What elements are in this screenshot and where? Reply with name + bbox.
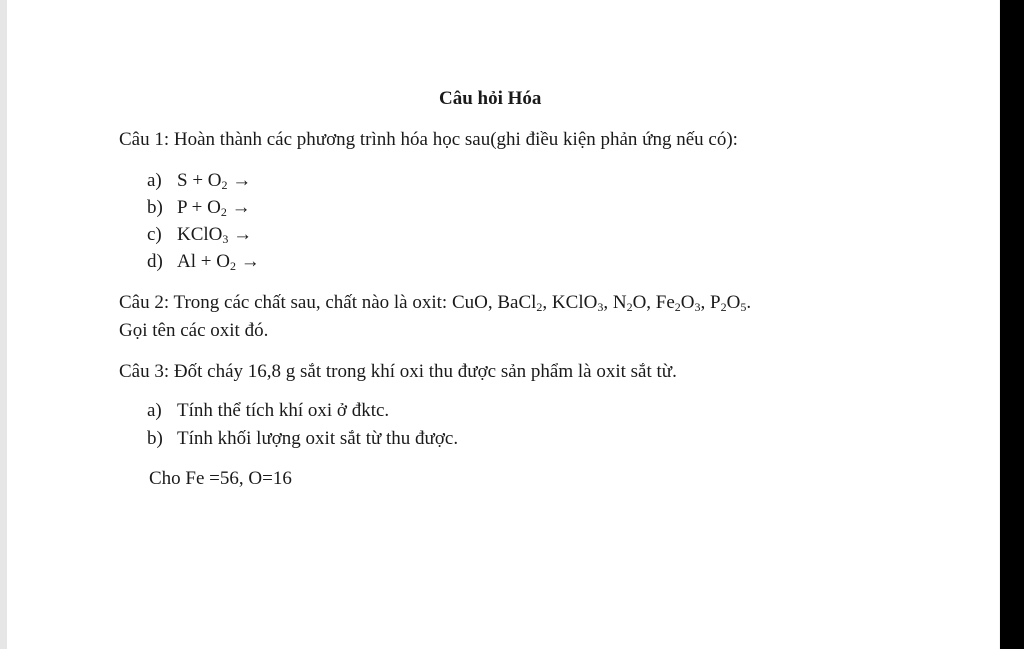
question-1-text: Câu 1: Hoàn thành các phương trình hóa học sau(ghi điều kiện phản ứng nếu có): bbox=[119, 129, 738, 150]
q1-item-b bbox=[147, 197, 251, 219]
q2-formula-part: . bbox=[746, 292, 752, 313]
q2-formula-part: , N bbox=[603, 292, 627, 313]
q2-prefix: Câu 2: Trong các chất sau, chất nào là oxit: bbox=[119, 292, 452, 313]
q1-item-d-formula: Al + O bbox=[177, 251, 230, 272]
question-2-text bbox=[119, 292, 751, 314]
q2-formula-part: O, Fe bbox=[632, 292, 675, 313]
q1-item-b-label: b) bbox=[147, 197, 163, 218]
q2-formula-part: CuO, BaCl bbox=[451, 292, 537, 313]
q1-item-c-subscript: 3 bbox=[222, 232, 229, 246]
q1-item-a bbox=[147, 170, 251, 192]
q2-subscript: 2 bbox=[720, 300, 727, 314]
q3-item-a bbox=[147, 400, 389, 422]
q1-item-b-arrow: → bbox=[226, 197, 251, 218]
q2-subscript: 2 bbox=[626, 300, 633, 314]
q1-item-b-formula: P + O bbox=[177, 197, 221, 218]
q1-item-a-arrow: → bbox=[227, 170, 252, 191]
q1-item-a-subscript: 2 bbox=[221, 178, 228, 192]
q1-item-d bbox=[147, 251, 260, 273]
document-page bbox=[7, 0, 999, 649]
q2-formula-part: O bbox=[726, 292, 741, 313]
q3-item-b-label: b) bbox=[147, 428, 163, 449]
q1-item-c bbox=[147, 224, 252, 246]
q3-item-a-label: a) bbox=[147, 400, 162, 421]
document-title: Câu hỏi Hóa bbox=[439, 88, 542, 109]
q1-item-a-label: a) bbox=[147, 170, 162, 191]
q2-subscript: 5 bbox=[740, 300, 747, 314]
q2-subscript: 2 bbox=[674, 300, 681, 314]
question-3-text: Câu 3: Đốt cháy 16,8 g sắt trong khí oxi thu được sản phẩm là oxit sắt từ. bbox=[119, 361, 677, 382]
q2-formula-part: O bbox=[680, 292, 695, 313]
q1-item-d-subscript: 2 bbox=[229, 259, 236, 273]
given-constants: Cho Fe =56, O=16 bbox=[149, 468, 292, 489]
q2-formula-part: , P bbox=[700, 292, 721, 313]
q1-item-c-label: c) bbox=[147, 224, 162, 245]
q3-item-b-text: Tính khối lượng oxit sắt từ thu được. bbox=[177, 428, 459, 449]
q2-formula-part: , KClO bbox=[542, 292, 598, 313]
q2-subscript: 3 bbox=[597, 300, 604, 314]
q2-subscript: 3 bbox=[694, 300, 701, 314]
q1-item-b-subscript: 2 bbox=[220, 205, 227, 219]
q1-item-c-formula: KClO bbox=[177, 224, 223, 245]
q1-item-d-arrow: → bbox=[235, 251, 260, 272]
q3-item-a-text: Tính thể tích khí oxi ở đktc. bbox=[177, 400, 390, 421]
question-2-line-2: Gọi tên các oxit đó. bbox=[119, 320, 269, 341]
q1-item-a-formula: S + O bbox=[177, 170, 222, 191]
q3-item-b bbox=[147, 428, 458, 450]
q1-item-d-label: d) bbox=[147, 251, 163, 272]
right-black-bar bbox=[1000, 0, 1024, 649]
q1-item-c-arrow: → bbox=[228, 224, 253, 245]
q2-subscript: 2 bbox=[536, 300, 543, 314]
